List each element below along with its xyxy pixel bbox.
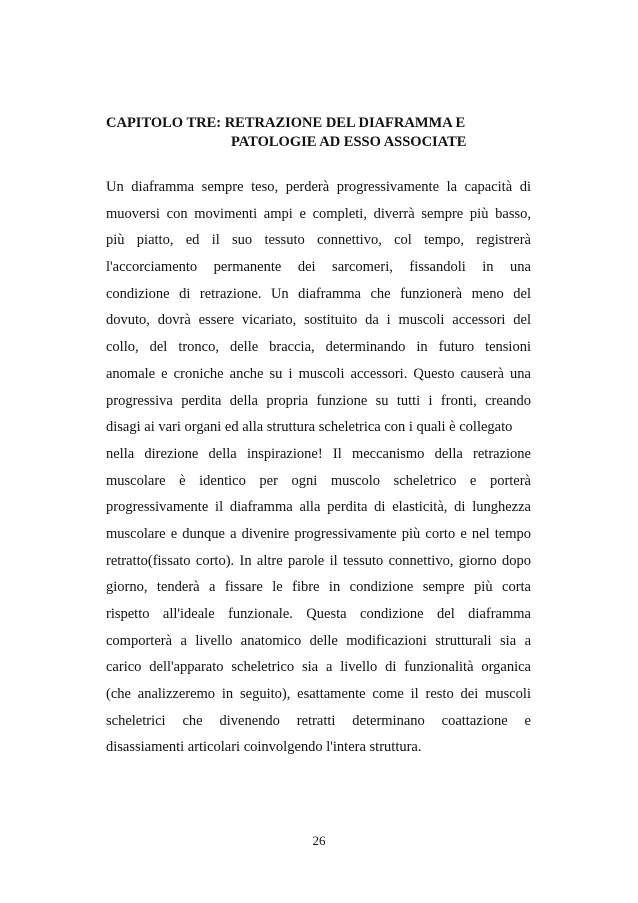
body-line: più piatto, ed il suo tessuto connettivo, col tempo, registrerà — [106, 232, 531, 249]
body-line: condizione di retrazione. Un diaframma che funzionerà meno del — [106, 285, 531, 302]
body-line: l'accorciamento permanente dei sarcomeri, fissandoli in una — [106, 259, 531, 276]
chapter-heading-line-1: CAPITOLO TRE: RETRAZIONE DEL DIAFRAMMA E — [106, 115, 466, 131]
body-line: progressivamente il diaframma alla perdita di elasticità, di lunghezza — [106, 499, 531, 516]
body-line: comporterà a livello anatomico delle modificazioni strutturali sia a — [106, 632, 531, 649]
body-line: nella direzione della inspirazione! Il meccanismo della retrazione — [106, 445, 531, 462]
body-line: anomale e croniche anche su i muscoli accessori. Questo causerà una — [106, 365, 531, 382]
body-line: giorno, tenderà a fissare le fibre in condizione sempre più corta — [106, 579, 531, 596]
body-line: retratto(fissato corto). In altre parole il tessuto connettivo, giorno dopo — [106, 552, 531, 569]
body-line: disagi ai vari organi ed alla struttura scheletrica con i quali è collegato — [106, 419, 513, 436]
chapter-heading-line-2: PATOLOGIE AD ESSO ASSOCIATE — [231, 134, 467, 150]
body-line: disassiamenti articolari coinvolgendo l'intera struttura. — [106, 739, 422, 756]
body-line: (che analizzeremo in seguito), esattamente come il resto dei muscoli — [106, 686, 531, 703]
body-line: Un diaframma sempre teso, perderà progressivamente la capacità di — [106, 179, 531, 195]
body-line: muscolare e dunque a divenire progressivamente più corto e nel tempo — [106, 525, 531, 542]
body-line: rispetto all'ideale funzionale. Questa condizione del diaframma — [106, 606, 531, 622]
body-line: dovuto, dovrà essere vicariato, sostituito da i muscoli accessori del — [106, 312, 531, 329]
body-line: collo, del tronco, delle braccia, determinando in futuro tensioni — [106, 339, 531, 356]
body-line: muscolare è identico per ogni muscolo scheletrico e porterà — [106, 472, 531, 489]
body-line: scheletrici che divenendo retratti determinano coattazione e — [106, 712, 531, 729]
chapter-heading — [106, 114, 546, 152]
body-line: carico dell'apparato scheletrico sia a livello di funzionalità organica — [106, 659, 531, 676]
page-number: 26 — [312, 833, 326, 848]
body-line: muoversi con movimenti ampi e completi, diverrà sempre più basso, — [106, 205, 531, 222]
body-line: progressiva perdita della propria funzione su tutti i fronti, creando — [106, 392, 531, 409]
body-paragraph — [106, 174, 531, 761]
